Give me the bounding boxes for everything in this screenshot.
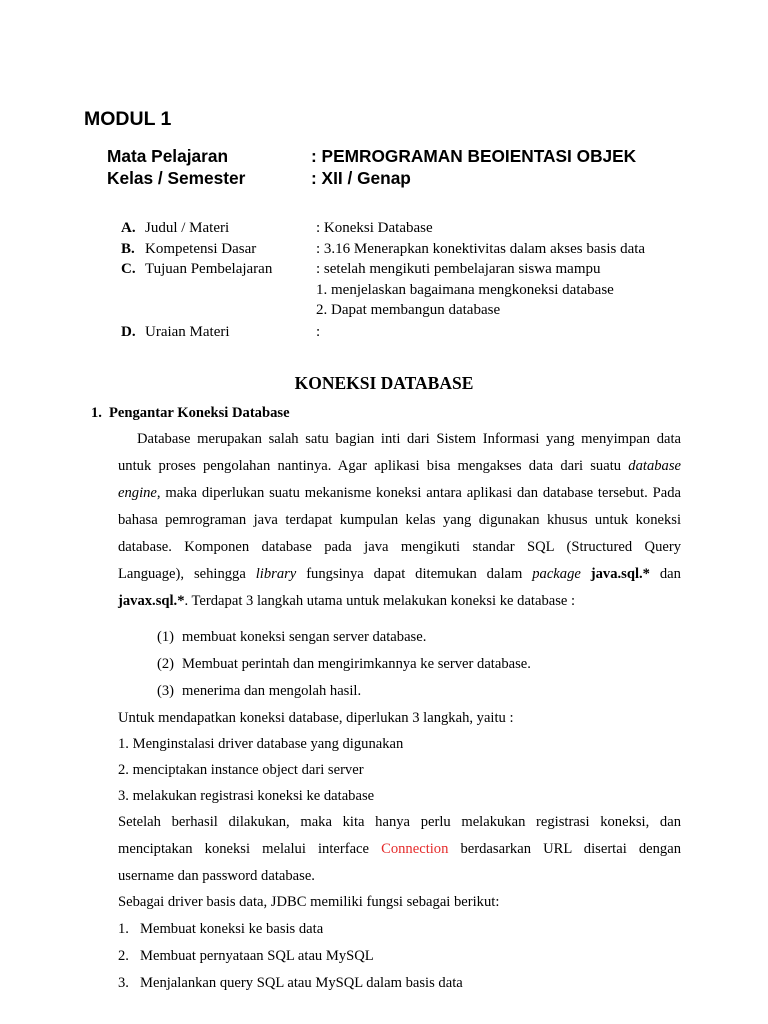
jdbc-function-number-3: 3. [118, 975, 129, 991]
intro-line-1-text: Database merupakan salah satu bagian inti dari Sistem Informasi yang menyimpan data [137, 431, 681, 447]
intro-line-5 [118, 537, 681, 557]
registration-line-2-text-a: menciptakan koneksi melalui interface [118, 841, 370, 857]
jdbc-function-text-1: Membuat koneksi ke basis data [140, 921, 324, 937]
main-step-number-2: (2) [157, 656, 175, 672]
intro-line-4 [118, 510, 681, 530]
info-value-competency: : 3.16 Menerapkan konektivitas dalam akses basis data [316, 241, 646, 257]
info-value-title: : Koneksi Database [316, 220, 433, 236]
intro-term-database: database [628, 458, 681, 474]
intro-term-engine: engine [118, 485, 157, 501]
objective-item-2: 2. Dapat membangun database [316, 302, 501, 318]
class-semester-label: Kelas / Semester [107, 168, 246, 188]
intro-package-java-sql: java.sql.* [590, 566, 650, 582]
info-letter-b: B. [121, 241, 135, 257]
intro-line-3 [118, 483, 681, 503]
registration-line-1 [118, 812, 681, 832]
intro-line-4-text: bahasa pemrograman java terdapat kumpulan kelas yang digunakan khusus untuk koneksi [118, 512, 681, 528]
intro-line-6-text-b: fungsinya dapat ditemukan dalam [306, 566, 523, 582]
intro-line-6-text-c: dan [659, 566, 681, 582]
intro-line-5-text: database. Komponen database pada java mengikuti standar SQL (Structured Query [118, 539, 681, 555]
intro-term-package: package [532, 566, 581, 582]
jdbc-intro: Sebagai driver basis data, JDBC memiliki fungsi sebagai berikut: [118, 894, 500, 910]
section-title: KONEKSI DATABASE [294, 373, 474, 393]
registration-line-1-text: Setelah berhasil dilakukan, maka kita hanya perlu melakukan registrasi koneksi, dan [118, 814, 681, 830]
jdbc-function-text-2: Membuat pernyataan SQL atau MySQL [140, 948, 374, 964]
setup-step-3: 3. melakukan registrasi koneksi ke database [118, 788, 375, 804]
info-value-material: : [316, 324, 321, 340]
connection-interface-term: Connection [381, 841, 449, 857]
registration-line-2-text-b: berdasarkan URL disertai dengan [460, 841, 681, 857]
info-value-objective: : setelah mengikuti pembelajaran siswa mampu [316, 261, 601, 277]
info-label-objective: Tujuan Pembelajaran [145, 261, 273, 277]
subsection-title: Pengantar Koneksi Database [109, 405, 290, 421]
registration-line-2 [118, 839, 681, 859]
subject-label: Mata Pelajaran [107, 146, 229, 166]
intro-line-2 [118, 456, 681, 476]
intro-line-7 [118, 591, 575, 611]
jdbc-function-number-2: 2. [118, 948, 129, 964]
class-semester-value: : XII / Genap [311, 168, 411, 188]
intro-line-6 [118, 564, 681, 584]
main-step-text-1: membuat koneksi sengan server database. [182, 629, 427, 645]
setup-step-2: 2. menciptakan instance object dari server [118, 762, 364, 778]
subject-value: : PEMROGRAMAN BEOIENTASI OBJEK [311, 146, 637, 166]
module-title: MODUL 1 [84, 108, 172, 130]
info-label-competency: Kompetensi Dasar [145, 241, 257, 257]
objective-item-1: 1. menjelaskan bagaimana mengkoneksi database [316, 282, 614, 298]
info-label-title: Judul / Materi [145, 220, 230, 236]
intro-line-1 [137, 429, 681, 449]
intro-line-6-text-a: Language), sehingga [118, 566, 246, 582]
main-step-number-3: (3) [157, 683, 175, 699]
setup-intro: Untuk mendapatkan koneksi database, diperlukan 3 langkah, yaitu : [118, 710, 514, 726]
main-step-text-2: Membuat perintah dan mengirimkannya ke server database. [182, 656, 531, 672]
info-letter-c: C. [121, 261, 136, 277]
registration-line-3: username dan password database. [118, 868, 315, 884]
jdbc-function-number-1: 1. [118, 921, 129, 937]
intro-line-2-text: untuk proses pengolahan nantinya. Agar aplikasi bisa mengakses data dari suatu [118, 458, 622, 474]
main-step-number-1: (1) [157, 629, 175, 645]
info-letter-d: D. [121, 324, 136, 340]
subsection-number: 1. [91, 405, 102, 421]
intro-line-7-text: . Terdapat 3 langkah utama untuk melakukan koneksi ke database : [184, 593, 576, 609]
main-step-text-3: menerima dan mengolah hasil. [182, 683, 362, 699]
intro-term-library: library [255, 566, 297, 582]
jdbc-function-text-3: Menjalankan query SQL atau MySQL dalam basis data [140, 975, 463, 991]
setup-step-1: 1. Menginstalasi driver database yang digunakan [118, 736, 404, 752]
intro-package-javax-sql: javax.sql.* [118, 593, 185, 609]
intro-line-3-text: , maka diperlukan suatu mekanisme koneksi antara aplikasi dan database tersebut. Pada [156, 485, 681, 501]
info-label-material: Uraian Materi [145, 324, 230, 340]
info-letter-a: A. [121, 220, 136, 236]
